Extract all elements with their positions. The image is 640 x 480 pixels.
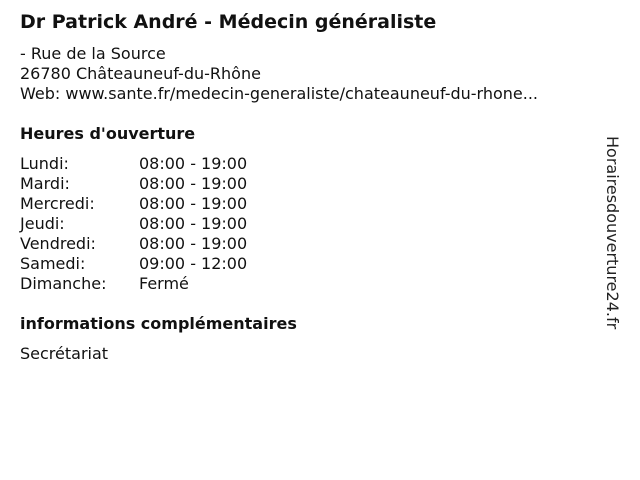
address-web: Web: www.sante.fr/medecin-generaliste/chateauneuf-du-rhone... [20,84,539,103]
hours-time: 08:00 - 19:00 [139,214,248,233]
hours-day: Mercredi: [20,194,95,213]
additional-info-text: Secrétariat [20,344,109,363]
hours-day: Dimanche: [20,274,107,293]
hours-time: Fermé [139,274,189,293]
hours-time: 08:00 - 19:00 [139,154,248,173]
address-city: 26780 Châteauneuf-du-Rhône [20,64,261,83]
hours-time: 08:00 - 19:00 [139,194,248,213]
hours-day: Mardi: [20,174,70,193]
hours-time: 09:00 - 12:00 [139,254,248,273]
additional-info-heading: informations complémentaires [20,314,297,333]
hours-time: 08:00 - 19:00 [139,174,248,193]
address-street: - Rue de la Source [20,44,166,63]
hours-day: Vendredi: [20,234,96,253]
hours-day: Jeudi: [20,214,65,233]
hours-day: Lundi: [20,154,69,173]
address-block [20,44,538,104]
watermark-text: Horairesdouverture24.fr [603,136,622,330]
page-title: Dr Patrick André - Médecin généraliste [20,11,437,33]
hours-day: Samedi: [20,254,86,273]
opening-hours-heading: Heures d'ouverture [20,124,196,143]
hours-time: 08:00 - 19:00 [139,234,248,253]
